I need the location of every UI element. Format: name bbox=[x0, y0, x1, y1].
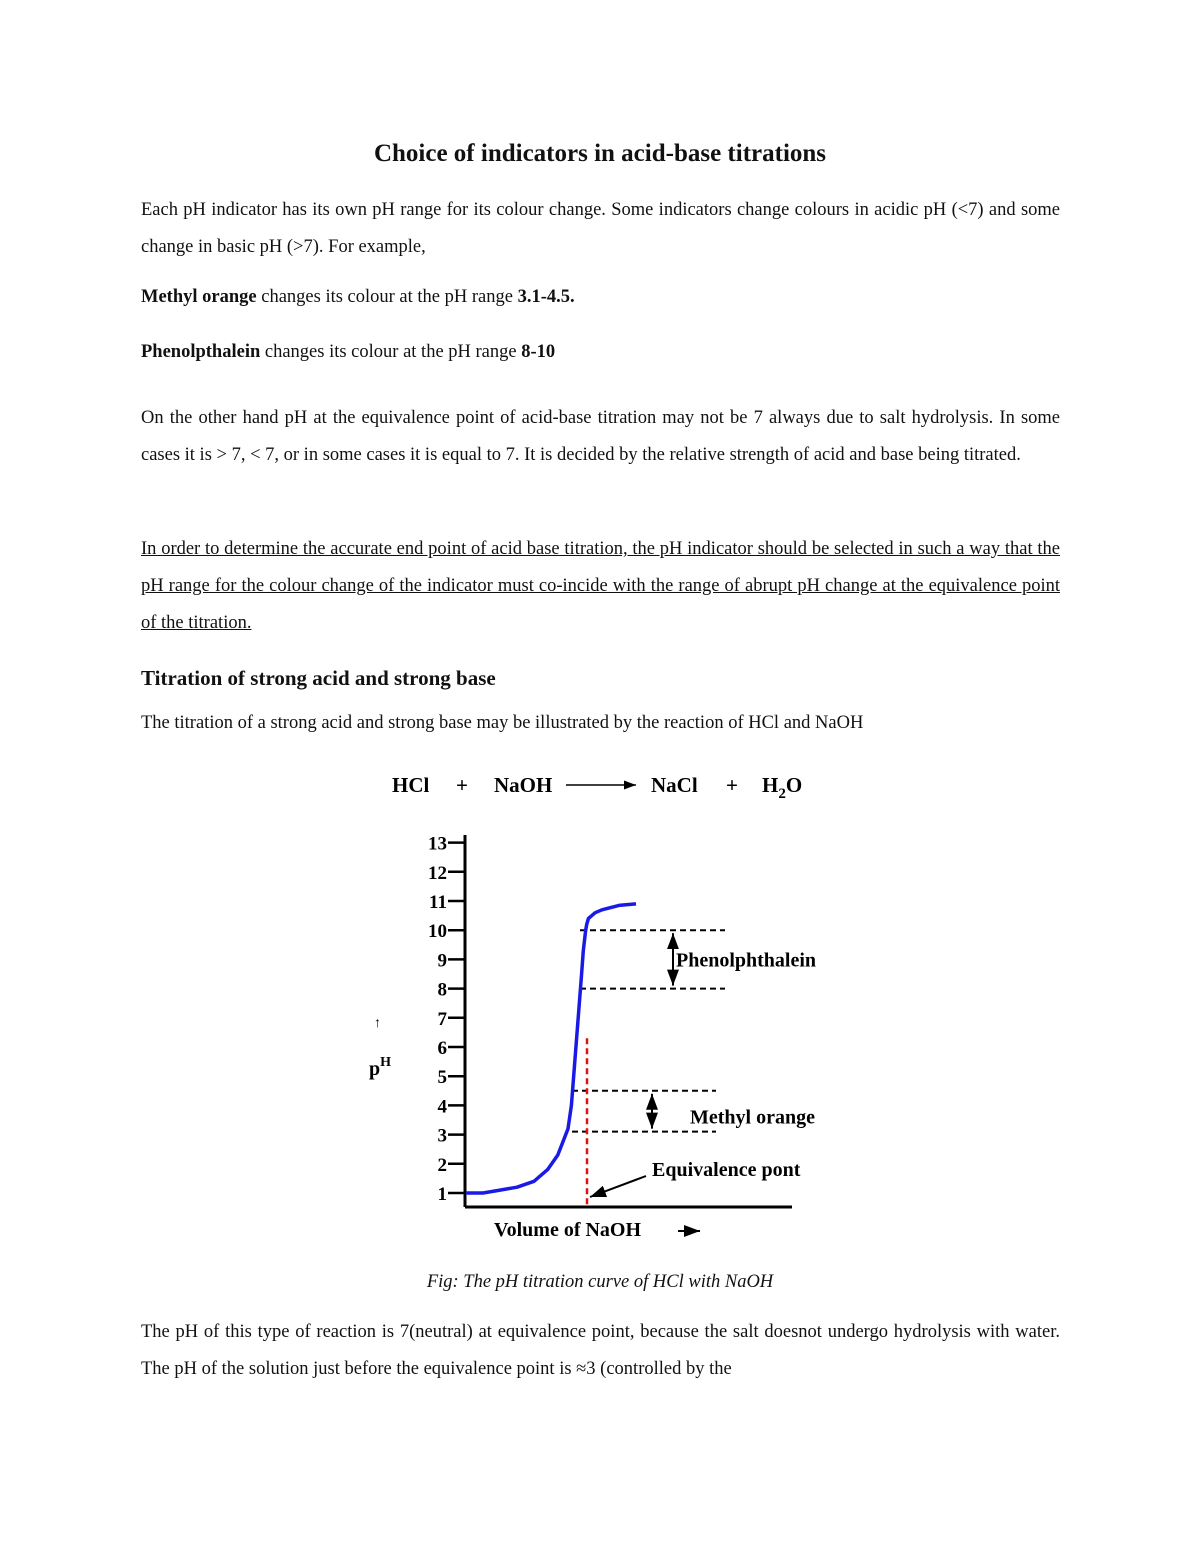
svg-text:pH: $p^H$ bbox=[369, 1055, 392, 1080]
equivalence-label: Equivalence pont bbox=[652, 1159, 801, 1181]
equation-product-water: $H_2O$ bbox=[762, 773, 803, 802]
phenolpthalein-name: Phenolpthalein bbox=[141, 342, 261, 362]
indicator-bands bbox=[572, 930, 816, 1131]
indicator-label: Methyl orange bbox=[690, 1106, 815, 1129]
page-title: Choice of indicators in acid-base titrations bbox=[373, 140, 827, 167]
titration-curve bbox=[466, 904, 636, 1193]
equation-reactant-hcl: HCl bbox=[392, 773, 430, 797]
y-axis-label bbox=[369, 1016, 391, 1080]
equivalence-paragraph: On the other hand pH at the equivalence point of acid-base titration may not be 7 always due to salt hydrolysis. In some cases it is > 7, < 7, or in some cases it is equal to 7. It is decided by the relative strength of acid and base being titrated. bbox=[141, 408, 1060, 465]
reaction-equation bbox=[392, 773, 802, 802]
y-ticks bbox=[428, 834, 465, 1205]
x-axis-label-text: Volume of NaOH bbox=[494, 1219, 642, 1241]
methyl-orange-name: Methyl orange bbox=[141, 287, 257, 307]
y-axis-arrow-icon: ↑ bbox=[374, 1016, 381, 1031]
equation-plus-1: + bbox=[456, 773, 468, 797]
methyl-orange-range: 3.1-4.5. bbox=[517, 287, 575, 307]
y-tick-label: 6 bbox=[437, 1038, 447, 1059]
titration-chart bbox=[369, 834, 816, 1241]
figure-caption: Fig: The pH titration curve of HCl with NaOH bbox=[426, 1272, 774, 1292]
section-heading: Titration of strong acid and strong base bbox=[141, 666, 496, 690]
equivalence-pointer-arrow bbox=[590, 1176, 646, 1197]
closing-paragraph: The pH of this type of reaction is 7(neutral) at equivalence point, because the salt doesnot undergo hydrolysis with water. The pH of the solution just before the equivalence point is ≈3 (controlled by the bbox=[141, 1322, 1060, 1379]
intro-paragraph: Each pH indicator has its own pH range for its colour change. Some indicators change colours in acidic pH (<7) and some change in basic pH (>7). For example, bbox=[141, 200, 1060, 257]
y-tick-label: 9 bbox=[437, 950, 447, 972]
y-tick-label: 2 bbox=[437, 1154, 447, 1176]
y-tick-label: 12 bbox=[428, 862, 447, 884]
y-tick-label: 3 bbox=[437, 1125, 447, 1147]
y-tick-label: 5 bbox=[437, 1067, 447, 1089]
y-tick-label: 4 bbox=[437, 1096, 447, 1118]
phenolpthalein-text: changes its colour at the pH range bbox=[260, 342, 522, 362]
methyl-orange-text: changes its colour at the pH range bbox=[256, 287, 518, 307]
equation-plus-2: + bbox=[726, 773, 738, 797]
y-tick-label: 13 bbox=[428, 833, 447, 855]
section-intro: The titration of a strong acid and strong base may be illustrated by the reaction of HCl and NaOH bbox=[141, 713, 864, 733]
equation-reactant-naoh: NaOH bbox=[494, 773, 553, 797]
y-tick-label: 1 bbox=[437, 1184, 447, 1205]
equation-product-nacl: NaCl bbox=[651, 773, 698, 797]
y-tick-label: 10 bbox=[428, 921, 447, 943]
underlined-paragraph: In order to determine the accurate end point of acid base titration, the pH indicator should be selected in such a way that the pH range for the colour change of the indicator must co-incide with the range of abrupt pH change at the equivalence point of the titration. bbox=[141, 539, 1060, 633]
y-tick-label: 8 bbox=[437, 979, 447, 1001]
x-axis-label bbox=[494, 1219, 700, 1241]
phenolpthalein-range: 8-10 bbox=[521, 342, 556, 362]
y-tick-label: 11 bbox=[429, 892, 447, 913]
y-tick-label: 7 bbox=[437, 1008, 447, 1030]
indicator-label: Phenolphthalein bbox=[676, 949, 817, 972]
